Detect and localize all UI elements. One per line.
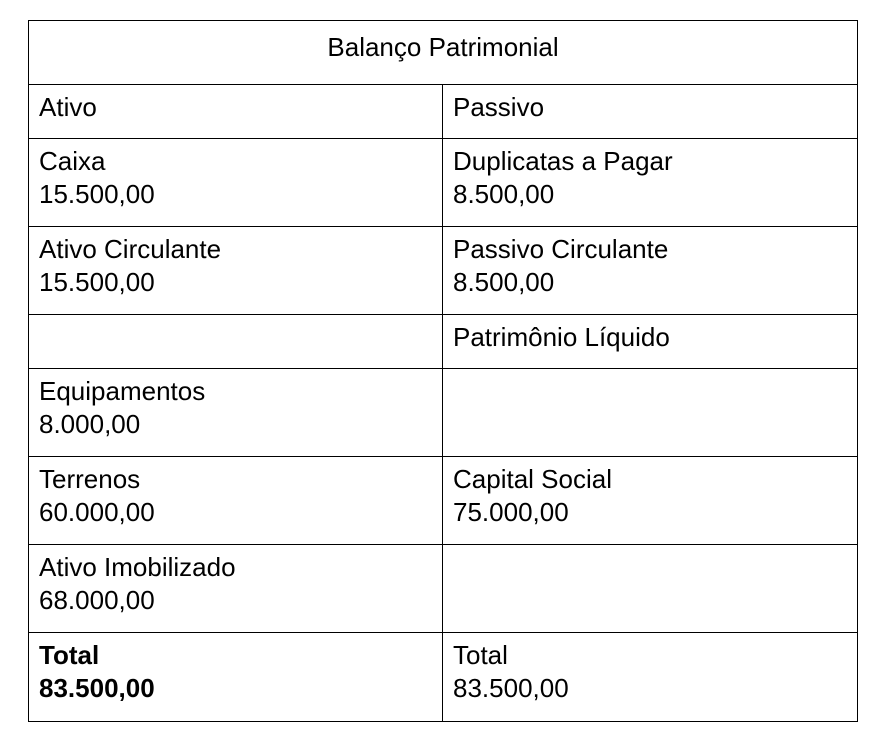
item-label: Patrimônio Líquido bbox=[453, 322, 670, 352]
item-value: 75.000,00 bbox=[453, 497, 569, 527]
item-label: Ativo Circulante bbox=[39, 234, 222, 264]
title-row bbox=[29, 21, 858, 85]
item-label: Terrenos bbox=[39, 464, 141, 494]
assets-header: Ativo bbox=[29, 85, 443, 139]
item-label: Ativo Imobilizado bbox=[39, 552, 236, 582]
liabilities-cell bbox=[443, 315, 858, 369]
assets-cell bbox=[29, 545, 443, 633]
balance-sheet-table bbox=[28, 20, 858, 722]
item-label: Duplicatas a Pagar bbox=[453, 146, 673, 176]
assets-cell bbox=[29, 457, 443, 545]
liabilities-cell bbox=[443, 457, 858, 545]
liabilities-header: Passivo bbox=[443, 85, 858, 139]
assets-cell bbox=[29, 227, 443, 315]
total-value: 83.500,00 bbox=[39, 673, 155, 703]
table-row bbox=[29, 545, 858, 633]
liabilities-cell bbox=[443, 139, 858, 227]
assets-total-cell bbox=[29, 633, 443, 722]
liabilities-cell bbox=[443, 369, 858, 457]
assets-cell bbox=[29, 369, 443, 457]
table-row bbox=[29, 139, 858, 227]
table-row bbox=[29, 227, 858, 315]
total-label: Total bbox=[39, 640, 100, 670]
total-label: Total bbox=[453, 640, 508, 670]
header-row bbox=[29, 85, 858, 139]
liabilities-total-cell bbox=[443, 633, 858, 722]
item-label: Caixa bbox=[39, 146, 106, 176]
item-value: 60.000,00 bbox=[39, 497, 155, 527]
item-value: 15.500,00 bbox=[39, 179, 155, 209]
item-value: 8.500,00 bbox=[453, 179, 555, 209]
total-value: 83.500,00 bbox=[453, 673, 569, 703]
table-row bbox=[29, 457, 858, 545]
table-title: Balanço Patrimonial bbox=[29, 21, 858, 85]
item-value: 68.000,00 bbox=[39, 585, 155, 615]
item-value: 8.500,00 bbox=[453, 267, 555, 297]
item-label: Passivo Circulante bbox=[453, 234, 669, 264]
assets-cell bbox=[29, 315, 443, 369]
item-label: Equipamentos bbox=[39, 376, 206, 406]
liabilities-cell bbox=[443, 227, 858, 315]
assets-cell bbox=[29, 139, 443, 227]
item-label: Capital Social bbox=[453, 464, 612, 494]
item-value: 8.000,00 bbox=[39, 409, 141, 439]
item-value: 15.500,00 bbox=[39, 267, 155, 297]
totals-row bbox=[29, 633, 858, 722]
table-row bbox=[29, 369, 858, 457]
liabilities-cell bbox=[443, 545, 858, 633]
table-row bbox=[29, 315, 858, 369]
